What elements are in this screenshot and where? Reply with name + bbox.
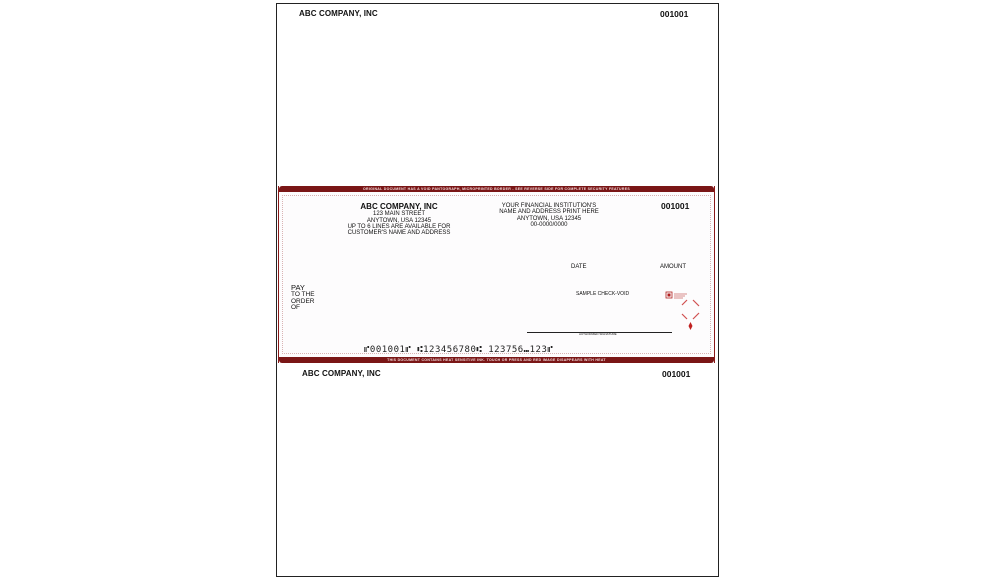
company-address-line: CUSTOMER'S NAME AND ADDRESS xyxy=(347,230,451,237)
security-band-bottom: THIS DOCUMENT CONTAINS HEAT SENSITIVE INK. TOUCH OR PRESS AND RED IMAGE DISAPPEARS WITH HEAT xyxy=(279,357,714,363)
date-label: DATE xyxy=(571,264,587,270)
check-number: 001001 xyxy=(661,201,690,211)
routing-fraction: 00-0000/0000 xyxy=(530,221,568,228)
company-address-line: ANYTOWN, USA 12345 xyxy=(366,217,432,224)
order-text: ORDER xyxy=(291,297,315,305)
to-the-text: TO THE xyxy=(291,291,315,298)
company-address-line: UP TO 6 LINES ARE AVAILABLE FOR xyxy=(347,223,451,230)
security-band-top: ORIGINAL DOCUMENT HAS A VOID PANTOGRAPH, MICROPRINTED BORDER - SEE REVERSE SIDE FOR COMPLETE SECURITY FEATURES xyxy=(279,186,714,192)
to-the-order-of-label xyxy=(291,292,315,312)
top-stub-check-number: 001001 xyxy=(660,9,689,19)
amount-label: AMOUNT xyxy=(660,264,686,270)
of-text: OF xyxy=(291,304,301,311)
company-address-line: 123 MAIN STREET xyxy=(372,211,425,218)
bank-line: YOUR FINANCIAL INSTITUTION'S xyxy=(501,203,597,209)
bank-line: ANYTOWN, USA 12345 xyxy=(516,215,582,222)
signature-label: AUTHORIZED SIGNATURE xyxy=(579,332,617,336)
micr-line: ⑈001001⑈ ⑆123456780⑆ 123756⑉123⑈ xyxy=(364,345,554,355)
company-block xyxy=(339,203,459,237)
pay-label: PAY xyxy=(291,283,305,292)
bank-line: NAME AND ADDRESS PRINT HERE xyxy=(499,209,599,216)
company-name: ABC COMPANY, INC xyxy=(360,202,438,211)
security-seal-icon xyxy=(665,290,717,334)
bottom-stub-company: ABC COMPANY, INC xyxy=(302,369,381,378)
bank-block xyxy=(489,203,609,228)
sample-void-text: SAMPLE CHECK-VOID xyxy=(576,291,630,297)
bottom-stub-check-number: 001001 xyxy=(662,369,691,379)
top-stub-company: ABC COMPANY, INC xyxy=(299,9,378,18)
check-face xyxy=(278,186,715,363)
